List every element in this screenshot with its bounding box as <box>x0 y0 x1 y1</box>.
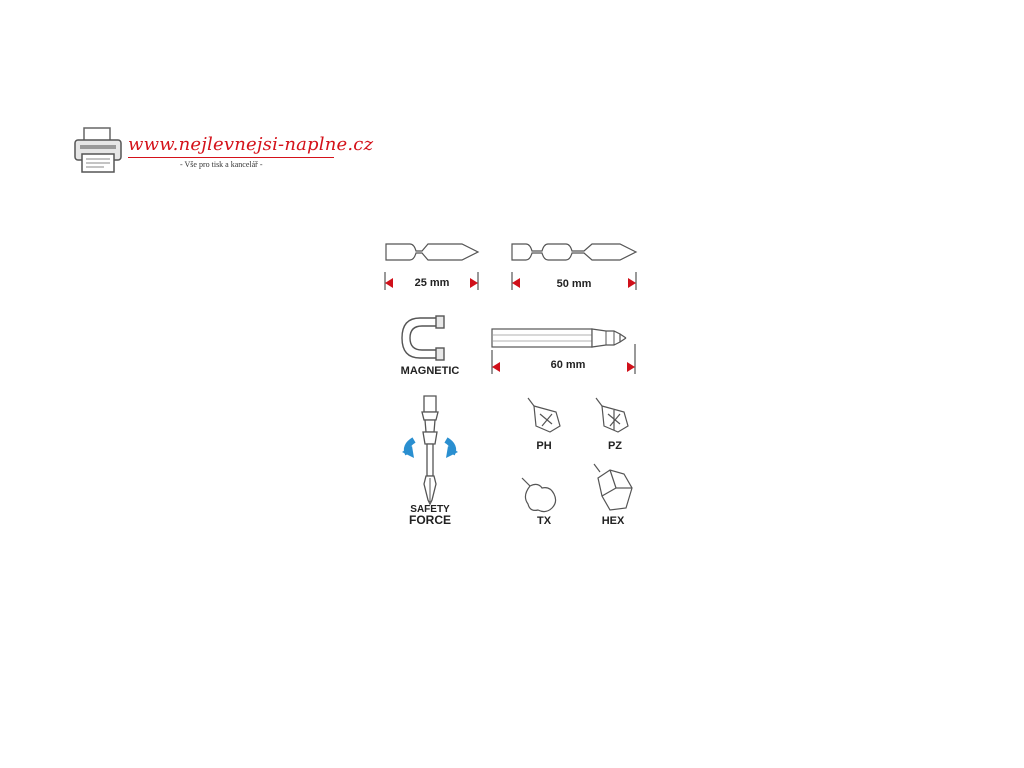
url-underline <box>128 157 334 158</box>
site-tagline: - Vše pro tisk a kancelář - <box>180 160 263 169</box>
tip-label-tx: TX <box>536 515 552 527</box>
hex-tip-icon <box>594 464 632 510</box>
site-url[interactable]: www.nejlevnejsi-naplne.cz <box>128 134 374 155</box>
tip-label-pz: PZ <box>607 440 623 452</box>
safety-label-line1: SAFETY <box>410 504 450 515</box>
safety-label-line2: FORCE <box>409 513 451 527</box>
diagram-drawing <box>370 226 660 536</box>
magnetic-label: MAGNETIC <box>400 365 460 377</box>
bit-25mm-label: 25 mm <box>414 277 450 289</box>
bit-spec-diagram <box>370 226 660 536</box>
holder-60mm-drawing <box>492 329 626 347</box>
pozidriv-tip-icon <box>596 398 628 432</box>
torx-tip-icon <box>522 478 556 512</box>
bit-50mm-drawing <box>512 244 636 260</box>
magnetic-clip-drawing <box>402 316 444 360</box>
safety-force-bit-drawing <box>422 396 438 504</box>
phillips-tip-icon <box>528 398 560 432</box>
holder-60mm-label: 60 mm <box>550 359 586 371</box>
bit-25mm-drawing <box>386 244 478 260</box>
bit-50mm-label: 50 mm <box>556 278 592 290</box>
printer-icon <box>72 126 124 176</box>
site-logo[interactable] <box>72 124 374 180</box>
tip-label-hex: HEX <box>601 515 625 527</box>
tip-label-ph: PH <box>536 440 552 452</box>
